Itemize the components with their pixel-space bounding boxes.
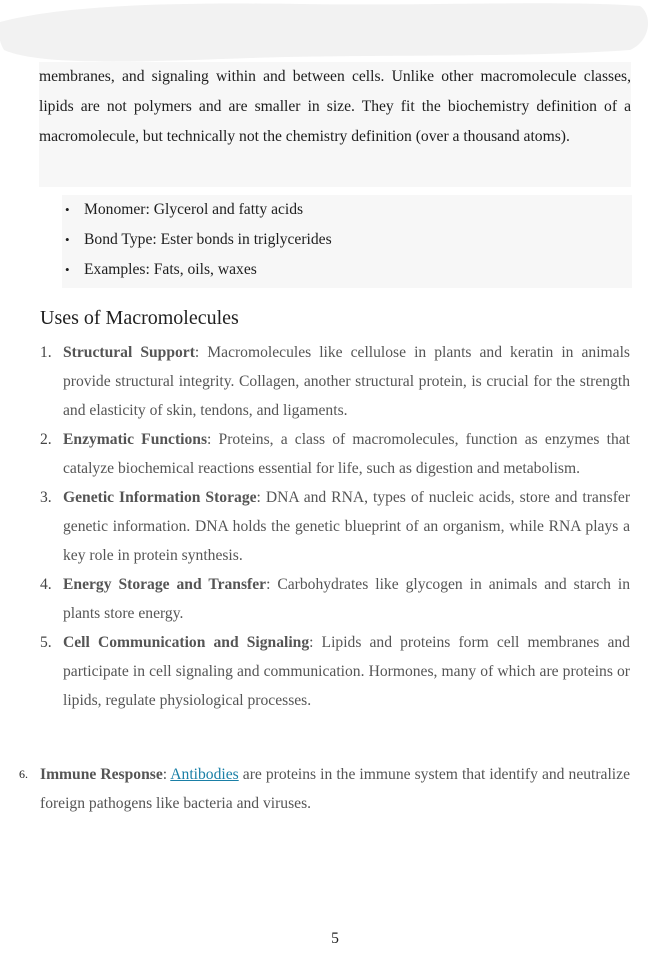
- list-item: • Bond Type: Ester bonds in triglycerides: [62, 225, 632, 255]
- item-number: 2.: [40, 431, 52, 448]
- item-number: 5.: [40, 634, 52, 651]
- item-text: : Proteins, a class of macromolecules, function as enzymes that catalyze biochemical reactions essential for life, such as digestion and metabolism.: [63, 431, 630, 477]
- intro-paragraph: membranes, and signaling within and between cells. Unlike other macromolecule classes, lipids are not polymers and are smaller in size. They fit the biochemistry definition of a macromolecule, but technically not the chemistry definition (over a thousand atoms).: [39, 68, 631, 145]
- list-item: [40, 483, 630, 570]
- item-text: : Carbohydrates like glycogen in animals and starch in plants store energy.: [63, 576, 630, 622]
- item-number: 6.: [19, 767, 28, 781]
- list-item: [40, 570, 630, 628]
- intro-block: [39, 62, 631, 187]
- uses-list: [40, 338, 630, 715]
- item-colon: :: [162, 766, 171, 783]
- item-number: 4.: [40, 576, 52, 593]
- item-text: : DNA and RNA, types of nucleic acids, store and transfer genetic information. DNA holds the genetic blueprint of an organism, while RNA plays a key role in protein synthesis.: [63, 489, 631, 564]
- list-item: • Examples: Fats, oils, waxes: [62, 255, 632, 285]
- item-term: Enzymatic Functions: [63, 431, 208, 448]
- list-item: [40, 425, 630, 483]
- list-item: [40, 628, 630, 715]
- item-term: Cell Communication and Signaling: [63, 634, 310, 651]
- item-term: Immune Response: [40, 766, 163, 783]
- list-item: [40, 338, 630, 425]
- item-text: are proteins in the immune system that identify and neutralize foreign pathogens like bacteria and viruses.: [40, 766, 630, 812]
- item-text: : Macromolecules like cellulose in plants and keratin in animals provide structural integrity. Collagen, another structural protein, is crucial for the strength and elasticity of skin, tendons, and ligaments.: [63, 344, 630, 419]
- item-text: : Lipids and proteins form cell membranes and participate in cell signaling and communication. Hormones, many of which are proteins or lipids, regulate physiological processes.: [63, 634, 630, 709]
- redaction-smudge: [0, 0, 650, 62]
- lipid-facts-list: [62, 195, 632, 285]
- item-term: Genetic Information Storage: [63, 489, 257, 506]
- item-term: Structural Support: [63, 344, 195, 361]
- antibodies-link[interactable]: Antibodies: [170, 766, 239, 783]
- section-heading: Uses of Macromolecules: [40, 307, 239, 329]
- item-term: Energy Storage and Transfer: [63, 576, 267, 593]
- item-number: 1.: [40, 344, 52, 361]
- item-number: 3.: [40, 489, 52, 506]
- list-item: • Monomer: Glycerol and fatty acids: [62, 195, 632, 225]
- immune-response-item: [19, 760, 630, 818]
- lipid-facts-block: [62, 195, 632, 288]
- page-number: 5: [331, 930, 339, 947]
